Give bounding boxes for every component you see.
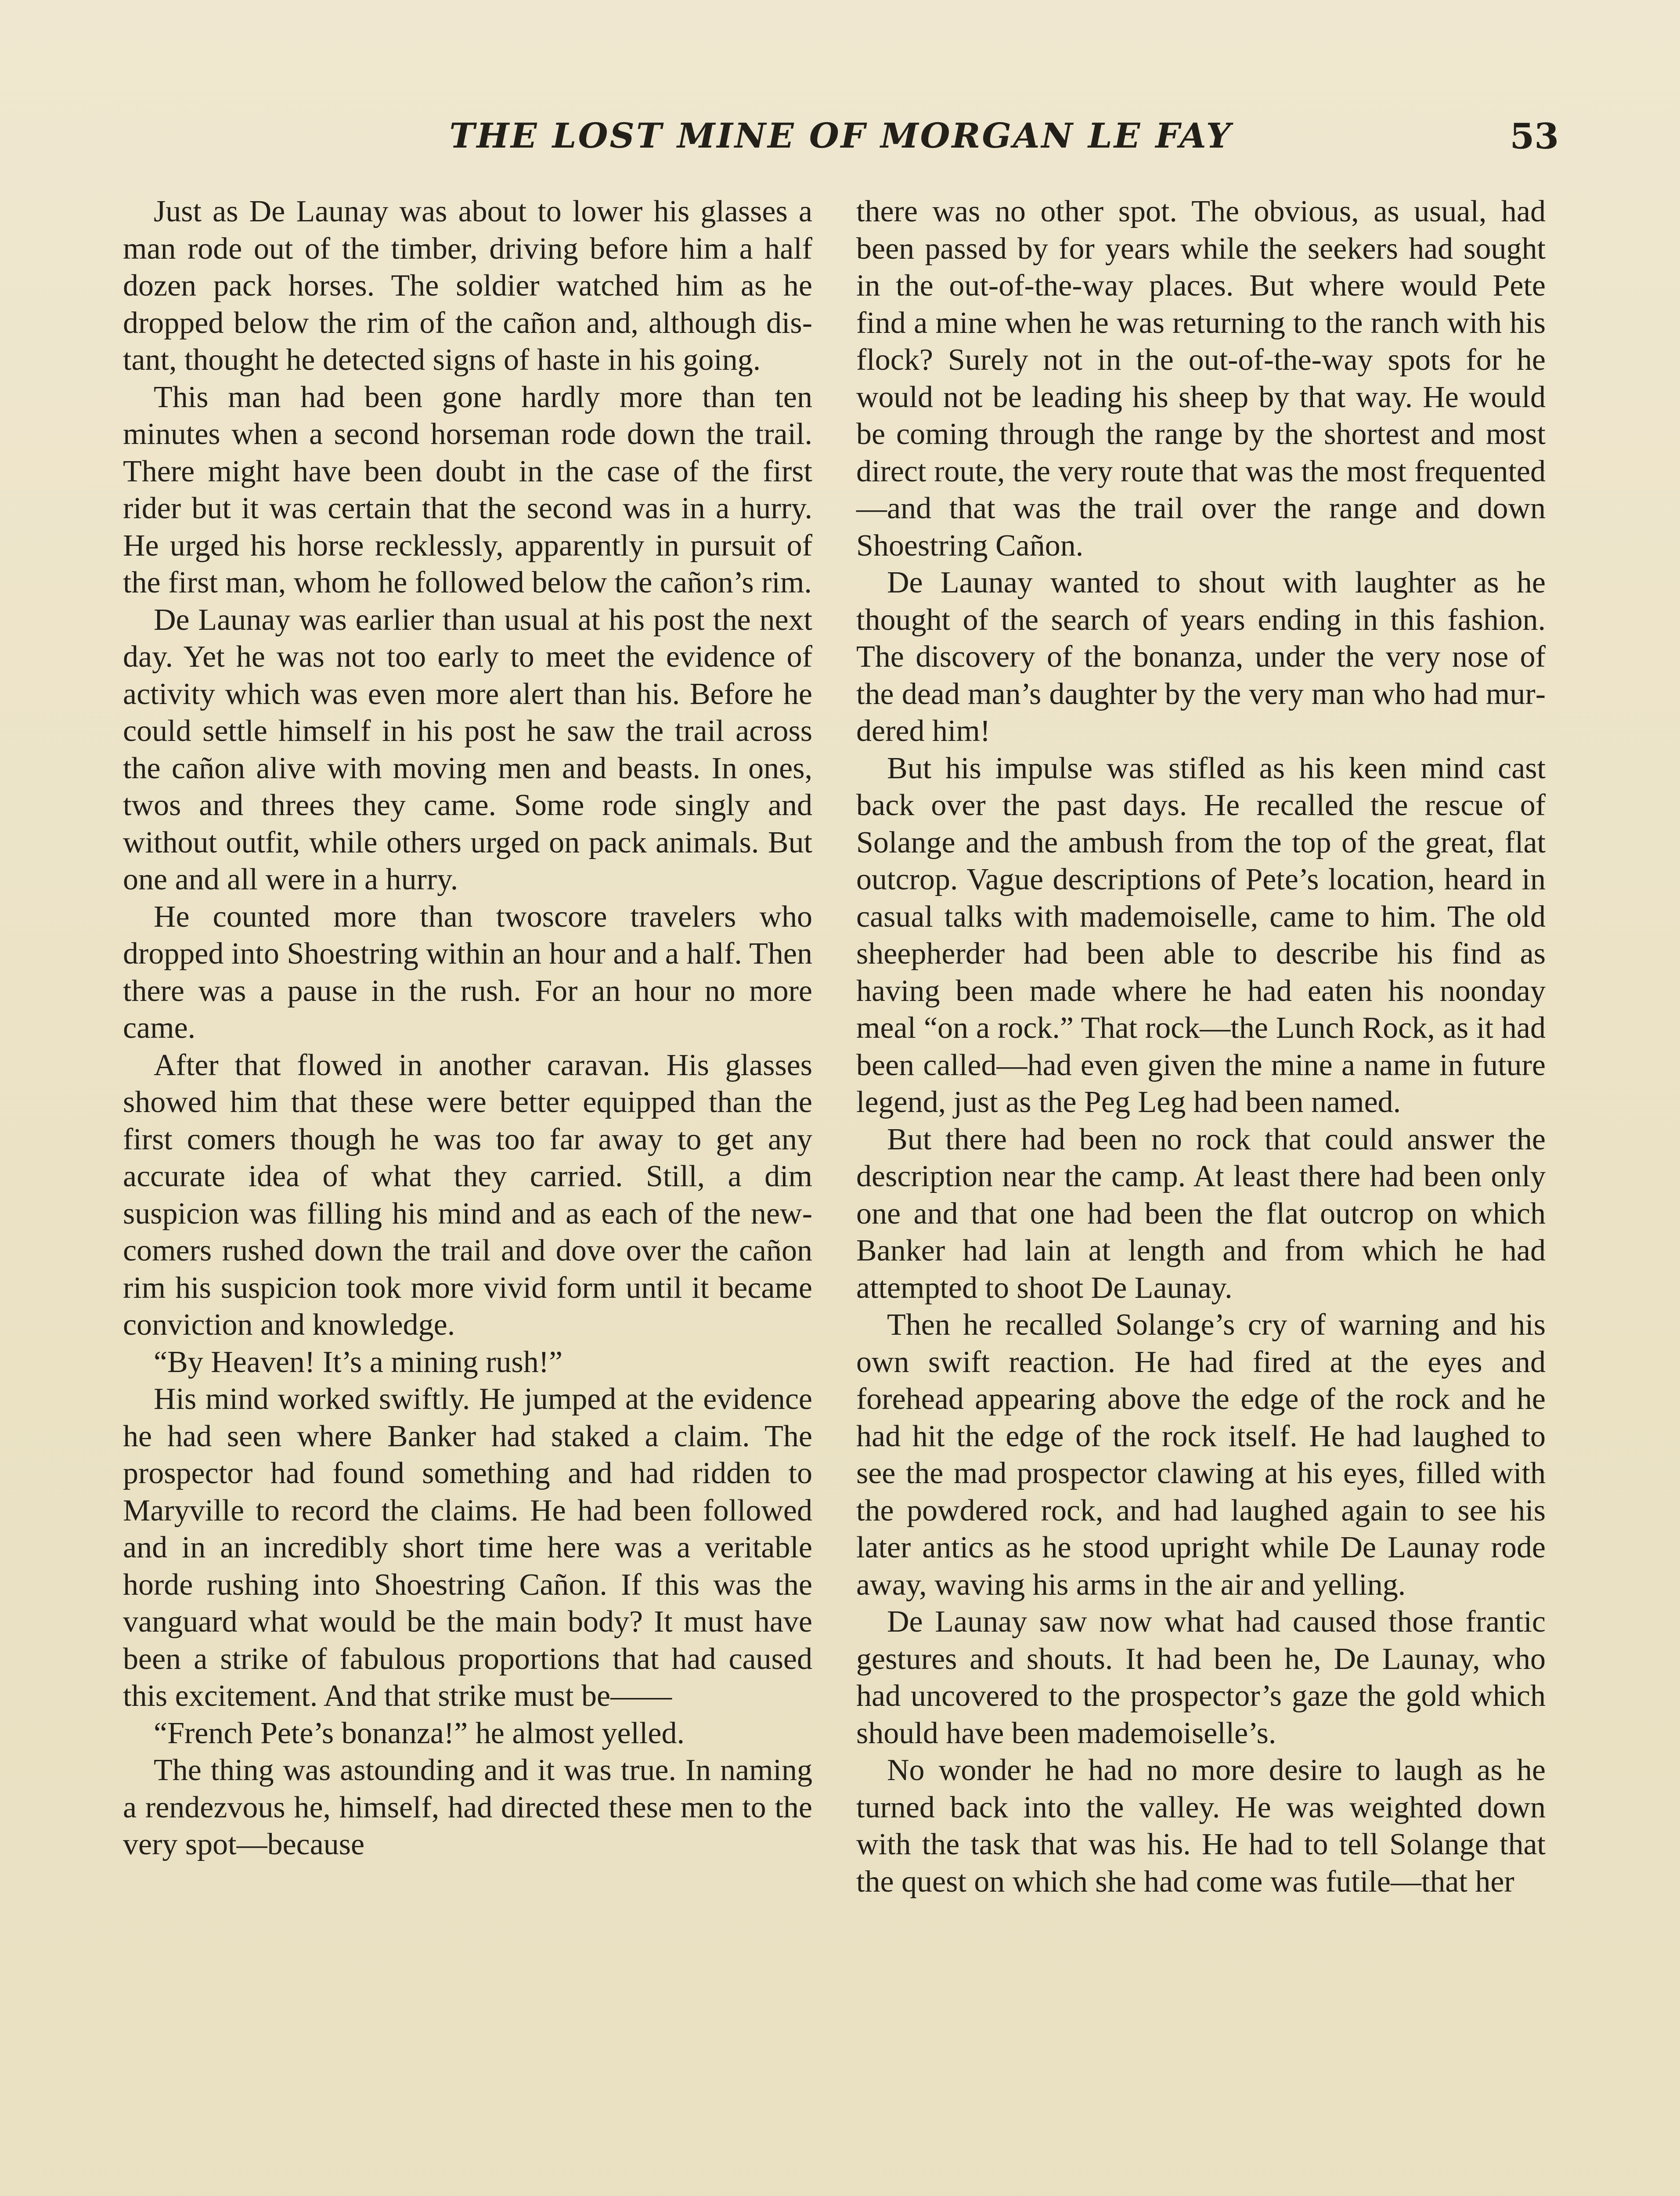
paragraph: Then he recalled Solange’s cry of warning and his own swift reaction. He had fired at the eyes and forehead appearing above the edge of the rock and he had hit the edge of the rock itself. He had laughed to see the mad prospector clawing at his eyes, filled with the powdered rock, and had laughed again to see his later antics as he stood upright while De Launay rode away, waving his arms in the air and yelling. xyxy=(856,1308,1546,1602)
paragraph: He counted more than twoscore travelers who dropped into Shoestring within an hour and a half. Then there was a pause in the rush. For an hour no more came. xyxy=(123,899,812,1045)
paragraph: De Launay wanted to shout with laughter as he thought of the search of years ending in this fashion. The discovery of the bonanza, under the very nose of the dead man’s daughter by the very man who had murdered him! xyxy=(856,566,1546,748)
paragraph: Just as De Launay was about to lower his glasses a man rode out of the timber, driving before him a half dozen pack horses. The soldier watched him as he dropped below the rim of the cañon and, although distant, thought he detected signs of haste in his going. xyxy=(123,195,812,377)
paragraph: After that flowed in another caravan. His glasses showed him that these were better equipped than the first comers though he was too far away to get any accurate idea of what they carried. Still, a dim suspicion was filling his mind and as each of the newcomers rushed down the trail and dove over the cañon rim his suspicion took more vivid form until it became conviction and knowledge. xyxy=(123,1048,812,1342)
left-column xyxy=(123,193,812,1864)
paragraph: This man had been gone hardly more than ten minutes when a second horseman rode down the trail. There might have been doubt in the case of the first rider but it was certain that the second was in a hurry. He urged his horse recklessly, apparently in pursuit of the first man, whom he followed below the cañon’s rim. xyxy=(123,380,812,600)
running-head xyxy=(123,110,1559,180)
paragraph: “French Pete’s bonanza!” he almost yelled. xyxy=(154,1716,685,1750)
paragraph: His mind worked swiftly. He jumped at the evidence he had seen where Banker had staked a claim. The prospector had found something and had ridden to Maryville to record the claims. He had been followed and in an incredibly short time here was a veritable horde rushing into Shoestring Cañon. If this was the vanguard what would be the main body? It must have been a strike of fabulous proportions that had caused this excitement. And that strike must be—— xyxy=(123,1382,812,1713)
paragraph: “By Heaven! It’s a mining rush!” xyxy=(154,1345,563,1379)
page-number: 53 xyxy=(1510,116,1559,157)
paragraph: The thing was astounding and it was true. In naming a rendezvous he, himself, had directed these men to the very spot—because xyxy=(123,1753,812,1861)
paragraph: But his impulse was stifled as his keen mind cast back over the past days. He recalled the rescue of Solange and the ambush from the top of the great, flat outcrop. Vague descriptions of Pete’s location, heard in casual talks with mademoiselle, came to him. The old sheepherder had been able to describe his find as having been made where he had eaten his noonday meal “on a rock.” That rock—the Lunch Rock, as it had been called—had even given the mine a name in future legend, just as the Peg Leg had been named. xyxy=(856,751,1546,1119)
running-title: THE LOST MINE OF MORGAN LE FAY xyxy=(449,116,1233,156)
paragraph-continuation: there was no other spot. The obvious, as usual, had been passed by for years while the seekers had sought in the out-of-the-way places. But where would Pete find a mine when he was returning to the ranch with his flock? Surely not in the out-of-the-way spots for he would not be leading his sheep by that way. He would be coming through the range by the shortest and most direct route, the very route that was the most frequented—and that was the trail over the range and down Shoestring Cañon. xyxy=(856,195,1546,563)
paragraph: But there had been no rock that could answer the description near the camp. At least there had been only one and that one had been the flat outcrop on which Banker had lain at length and from which he had attempted to shoot De Launay. xyxy=(856,1122,1546,1305)
paragraph: De Launay was earlier than usual at his post the next day. Yet he was not too early to meet the evidence of activity which was even more alert than his. Before he could settle himself in his post he saw the trail across the cañon alive with moving men and beasts. In ones, twos and threes they came. Some rode singly and without outfit, while others urged on pack animals. But one and all were in a hurry. xyxy=(123,603,812,896)
paragraph: No wonder he had no more desire to laugh as he turned back into the valley. He was weighted down with the task that was his. He had to tell Solange that the quest on which she had come was futile—that her xyxy=(856,1753,1546,1899)
right-column xyxy=(856,193,1546,1900)
paragraph: De Launay saw now what had caused those frantic gestures and shouts. It had been he, De Launay, who had uncovered to the prospector’s gaze the gold which should have been mademoiselle’s. xyxy=(856,1605,1546,1750)
